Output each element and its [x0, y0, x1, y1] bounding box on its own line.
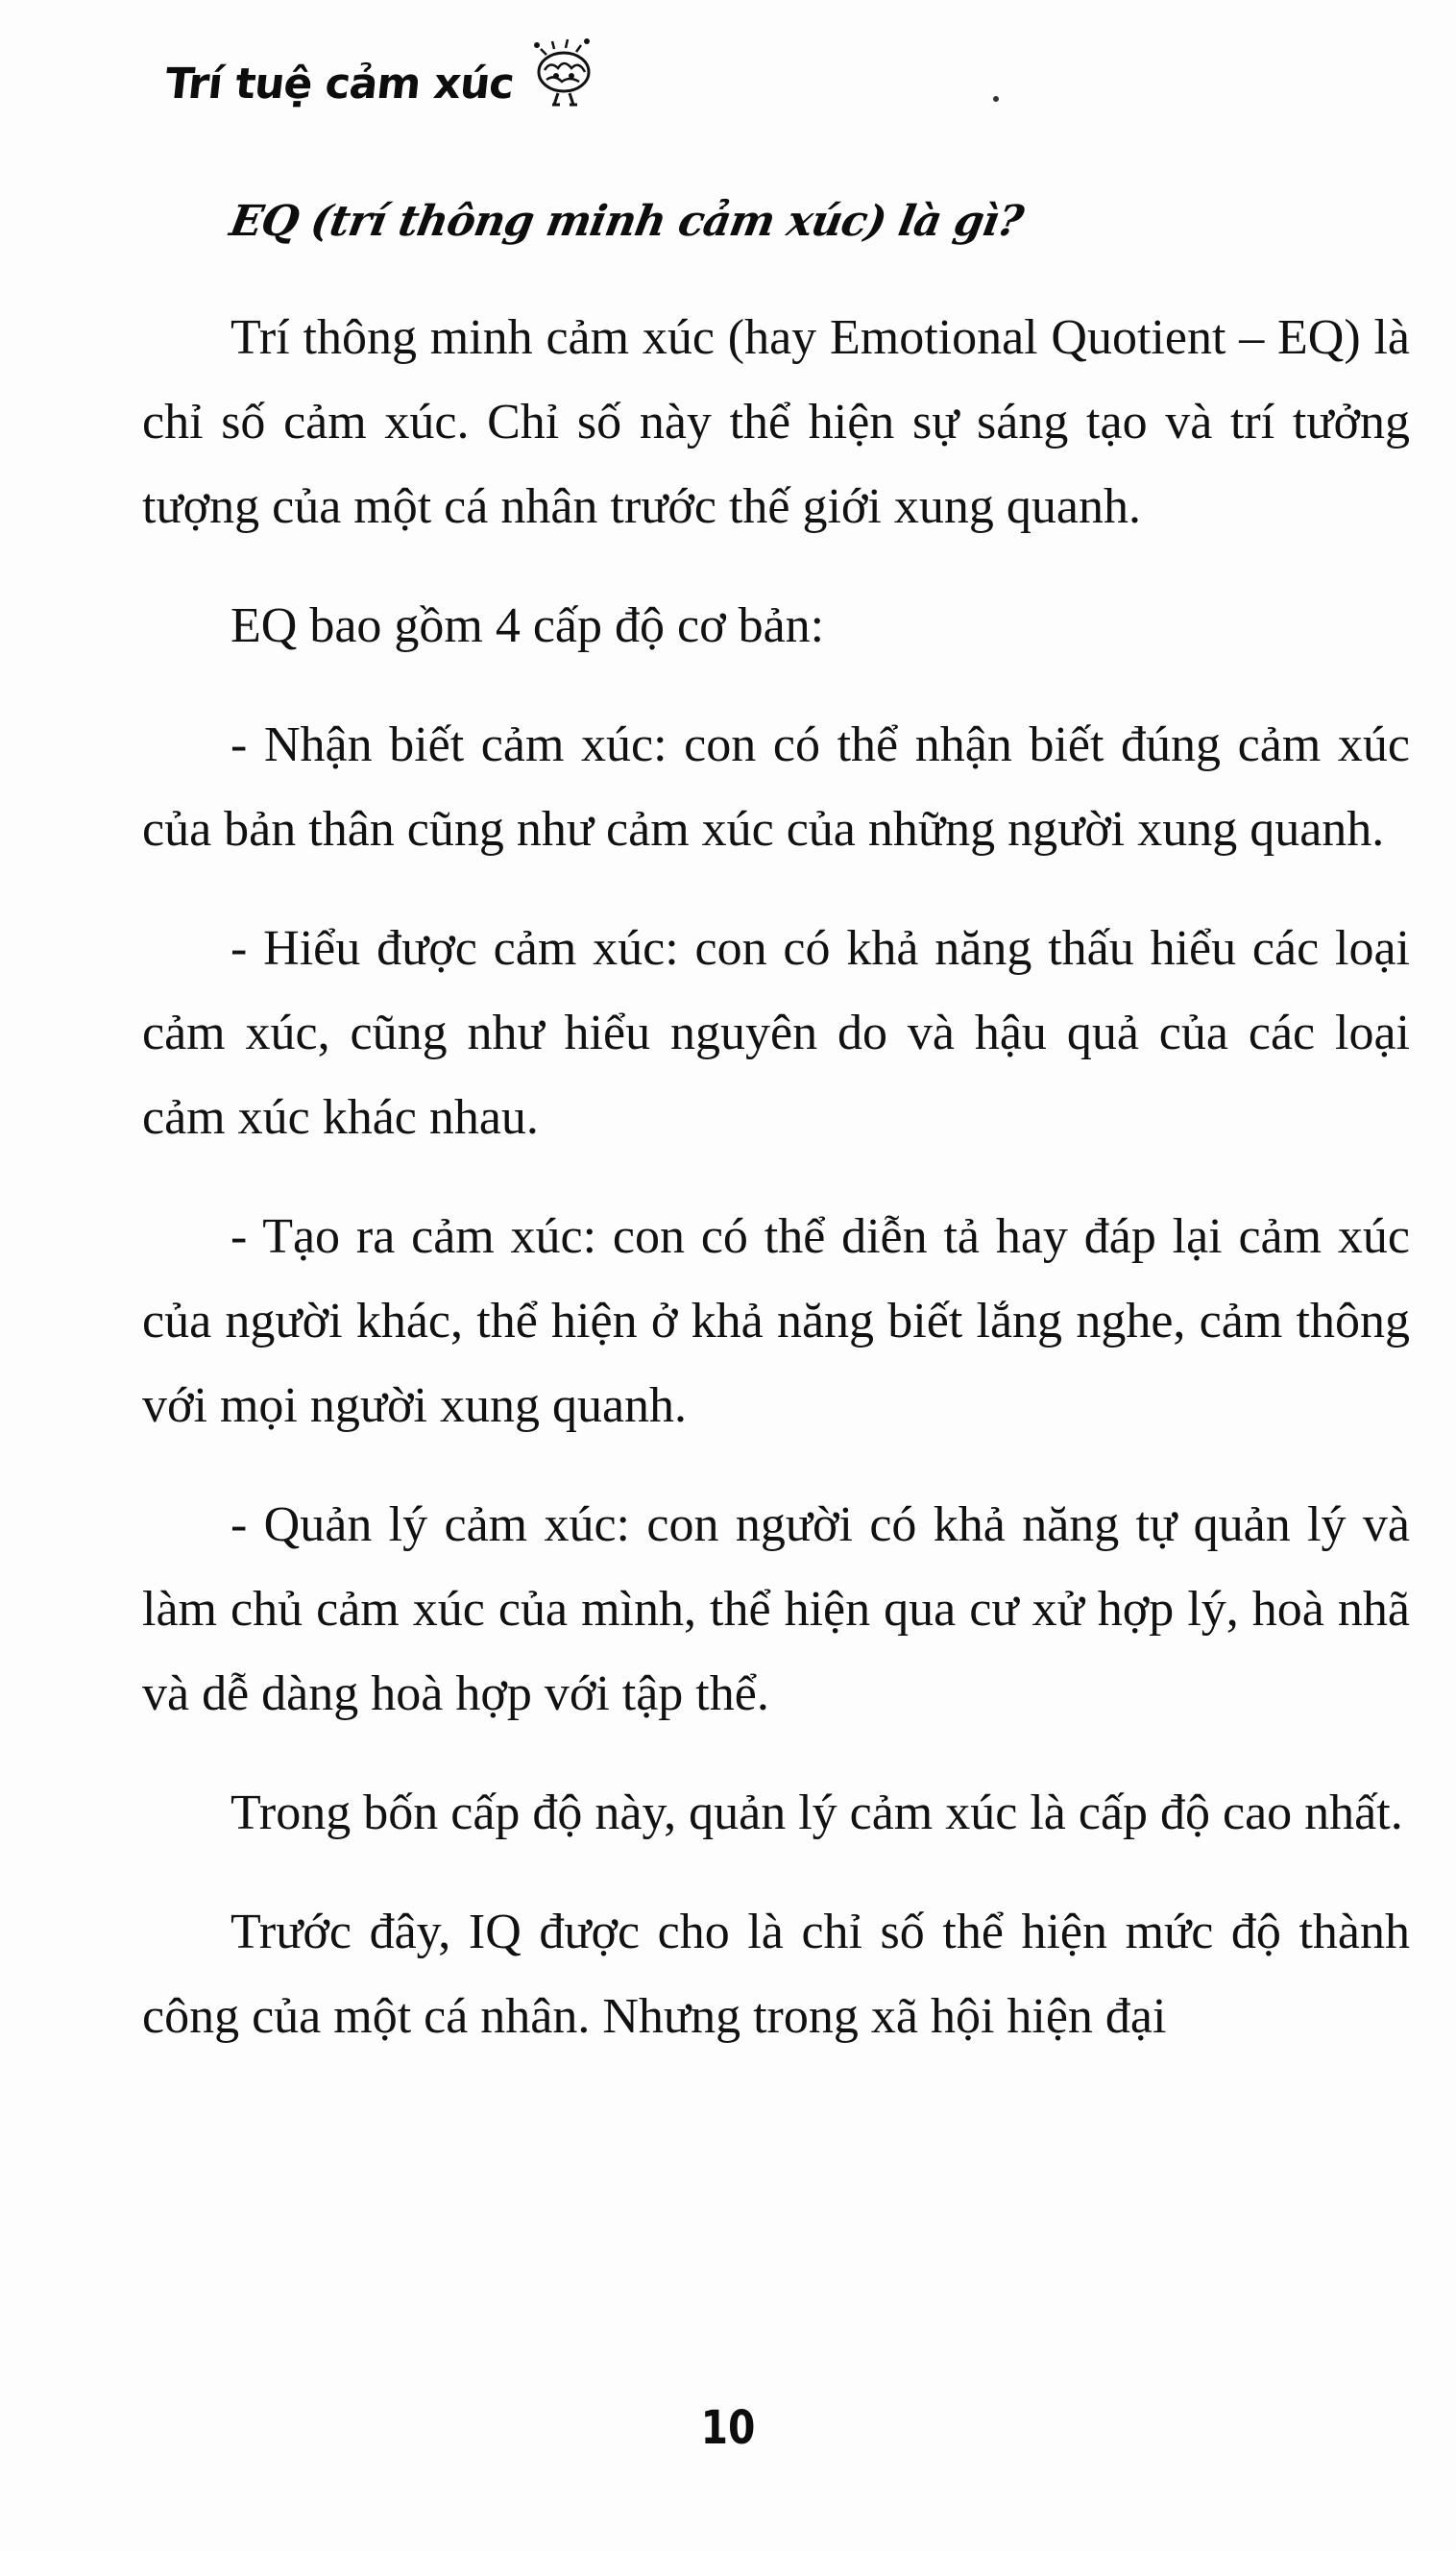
paragraph-highest-level: Trong bốn cấp độ này, quản lý cảm xúc là cấp độ cao nhất. — [231, 1786, 1403, 1840]
section-title: EQ (trí thông minh cảm xúc) là gì? — [226, 197, 1027, 246]
body-text — [142, 296, 1410, 2094]
print-speck — [993, 96, 999, 102]
paragraph-level-understand: - Hiểu được cảm xúc: con có khả năng thấu hiểu các loại cảm xúc, cũng như hiểu nguyên do và hậu quả của các loại cảm xúc khác nhau. — [142, 921, 1410, 1145]
paragraph-level-manage: - Quản lý cảm xúc: con người có khả năng tự quản lý và làm chủ cảm xúc của mình, thể hiện qua cư xử hợp lý, hoà nhã và dễ dàng hoà hợp với tập thể. — [142, 1497, 1410, 1721]
paragraph-iq-comparison: Trước đây, IQ được cho là chỉ số thể hiện mức độ thành công của một cá nhân. Nhưng trong xã hội hiện đại — [142, 1905, 1410, 2044]
page-number: 10 — [700, 2401, 756, 2455]
paragraph-level-create: - Tạo ra cảm xúc: con có thể diễn tả hay đáp lại cảm xúc của người khác, thể hiện ở khả năng biết lắng nghe, cảm thông với mọi người xung quanh. — [142, 1209, 1410, 1433]
paragraph-level-recognize: - Nhận biết cảm xúc: con có thể nhận biết đúng cảm xúc của bản thân cũng như cảm xúc của những người xung quanh. — [142, 717, 1410, 857]
running-header — [162, 60, 606, 109]
running-title: Trí tuệ cảm xúc — [162, 60, 517, 109]
paragraph-levels-intro: EQ bao gồm 4 cấp độ cơ bản: — [231, 598, 825, 653]
paragraph-definition: Trí thông minh cảm xúc (hay Emotional Quotient – EQ) là chỉ số cảm xúc. Chỉ số này thể hiện sự sáng tạo và trí tưởng tượng của một cá nhân trước thế giới xung quanh. — [142, 310, 1410, 534]
brain-mascot-icon — [523, 32, 606, 109]
